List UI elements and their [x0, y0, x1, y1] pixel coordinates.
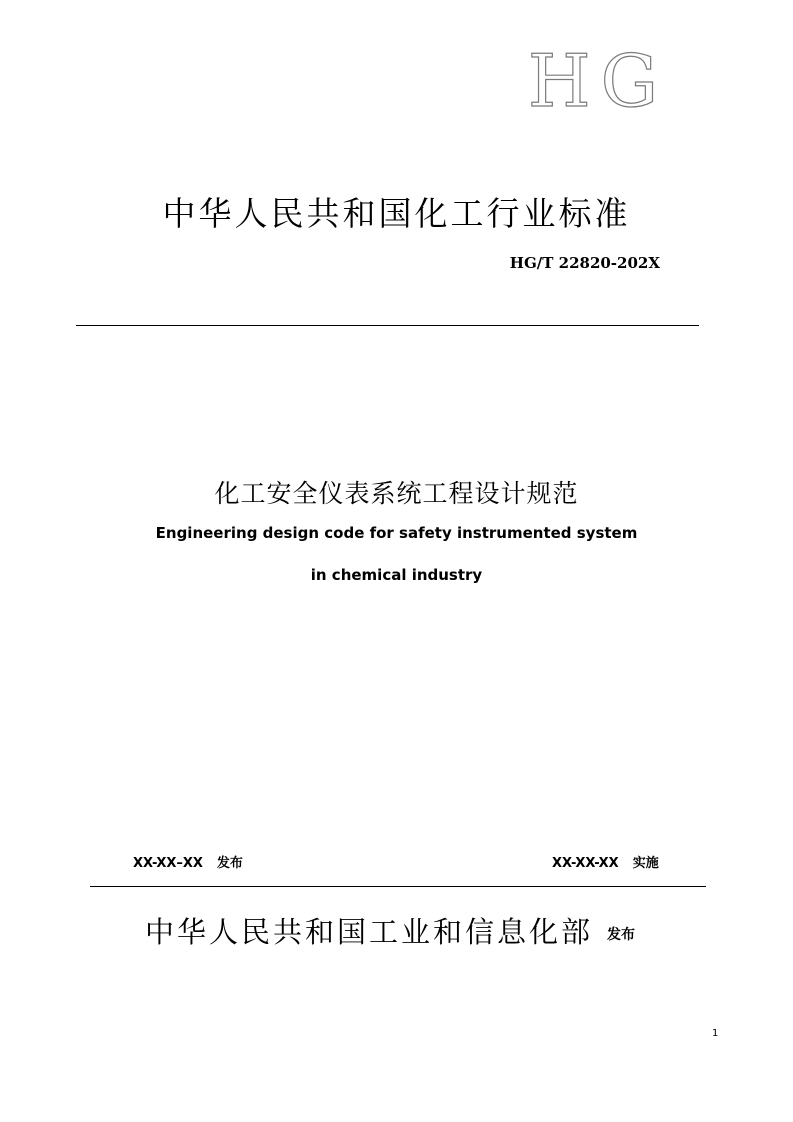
release-date: XX-XX–XX — [133, 856, 203, 871]
hg-logo — [527, 39, 669, 123]
implement-date: XX-XX-XX — [552, 856, 619, 871]
hg-logo-text: HG — [527, 39, 669, 123]
page-number: 1 — [712, 1028, 719, 1039]
issuer-suffix: 发布 — [607, 927, 636, 943]
bottom-divider — [90, 886, 706, 887]
document-title-en-line2: in chemical industry — [310, 566, 483, 584]
top-divider — [76, 325, 699, 326]
release-date-block — [133, 852, 243, 871]
issuer-name: 中华人民共和国工业和信息化部 — [145, 915, 594, 949]
release-label: 发布 — [216, 856, 243, 871]
standard-code: HG/T 22820-202X — [509, 254, 660, 272]
document-title-cn: 化工安全仪表系统工程设计规范 — [214, 479, 579, 508]
implement-label: 实施 — [632, 856, 659, 871]
issuer-block — [145, 910, 635, 951]
document-title-en-line1: Engineering design code for safety instrumented system — [155, 524, 638, 542]
implement-date-block — [552, 852, 659, 871]
standard-type-title: 中华人民共和国化工行业标准 — [162, 194, 631, 233]
